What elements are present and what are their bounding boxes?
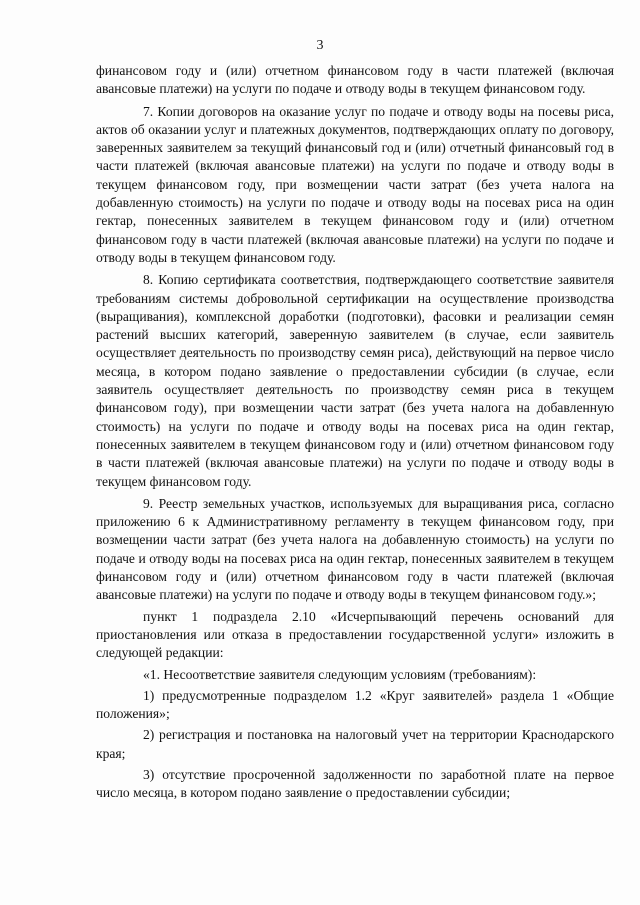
paragraph-item-7: 7. Копии договоров на оказание услуг по подаче и отводу воды на посевы риса, актов об оказании услуг и платежных документов, подтверждающих оплату по договору, заверенных заявителем за текущий финансовый год и (или) отчетный финансовый год в части платежей (включая авансовые платежи) на услуги по подаче и отводу воды в текущем финансовом году, при возмещении части затрат (без учета налога на добавленную стоимость) на услуги по подаче и отводу воды на посевах риса на один гектар, понесенных заявителем в текущем финансовом году и (или) отчетном финансовом году в части платежей (включая авансовые платежи) на услуги по подаче и отводу воды в текущем финансовом году.	[96, 103, 614, 265]
page-number: 3	[316, 38, 324, 53]
paragraph-condition-heading: «1. Несоответствие заявителя следующим условиям (требованиям):	[143, 666, 537, 682]
paragraph-item-8: 8. Копию сертификата соответствия, подтверждающего соответствие заявителя требованиям системы добровольной сертификации на осуществление производства (выращивания), комплексной доработки (подготовки), фасовки и реализации семян растений высших категорий, заверенную заявителем (в случае, если заявитель осуществляет деятельность по производству семян риса), действующий на первое число месяца, в котором подано заявление о предоставлении субсидии (в случае, если заявитель осуществляет деятельность по производству семян риса в текущем финансовом году), при возмещении части затрат (без учета налога на добавленную стоимость) на услуги по подаче и отводу воды на посевах риса на один гектар, понесенных заявителем в текущем финансовом году и (или) отчетном финансовом году в части платежей (включая авансовые платежи) на услуги по подаче и отводу воды в текущем финансовом году.	[96, 272, 614, 489]
paragraph-condition-3: 3) отсутствие просроченной задолженности по заработной плате на первое число месяца, в котором подано заявление о предоставлении субсидии;	[96, 766, 614, 801]
paragraph-amendment-intro: пункт 1 подраздела 2.10 «Исчерпывающий перечень оснований для приостановления или отказа в предоставлении государственной услуги» изложить в следующей редакции:	[96, 608, 614, 661]
document-body	[96, 62, 614, 803]
paragraph-condition-1: 1) предусмотренные подразделом 1.2 «Круг заявителей» раздела 1 «Общие положения»;	[96, 687, 614, 722]
paragraph-condition-2: 2) регистрация и постановка на налоговый учет на территории Краснодарского края;	[96, 727, 614, 761]
paragraph-continuation: финансовом году и (или) отчетном финансовом году в части платежей (включая авансовые платежи) на услуги по подаче и отводу воды в текущем финансовом году.	[96, 63, 614, 97]
paragraph-item-9: 9. Реестр земельных участков, используемых для выращивания риса, согласно приложению 6 к Административному регламенту в текущем финансовом году, при возмещении части затрат (без учета налога на добавленную стоимость) на услуги по подаче и отводу воды на посевах риса на один гектар, понесенных заявителем в текущем финансовом году и (или) отчетном финансовом году в части платежей (включая авансовые платежи) на услуги по подаче и отводу воды в текущем финансовом году.»;	[96, 495, 614, 603]
